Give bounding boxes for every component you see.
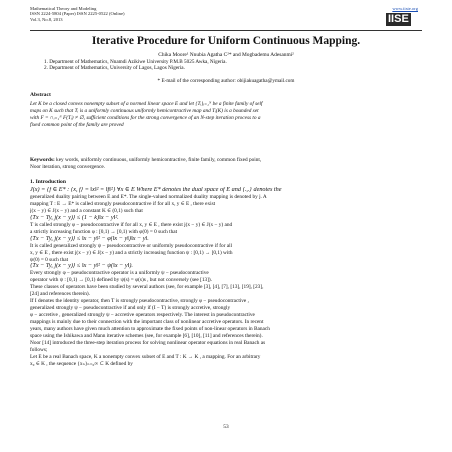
body-line: operator with ψ : [0,1) → [0,1) defined by ψ(s) = φ(s)s , but not conversely (see [13]).: [30, 277, 212, 284]
body-line: generalized duality pairing between E and E*. The single-valued normalized duality mapping is denoted by j. A: [30, 193, 267, 200]
keywords-label: Keywords:: [30, 157, 55, 163]
body-line: [24] and references therein).: [30, 291, 90, 298]
body-line: x₀ ∈ K , the sequence {xₙ}ₙ₌₀∞ ⊂ K defined by: [30, 360, 133, 367]
section-heading: 1. Introduction: [30, 179, 66, 185]
introduction-body: [30, 187, 422, 368]
body-line: Noor [14] introduced the three-step iteration process for solving nonlinear operator equations in real Banach as: [30, 339, 266, 346]
abstract-line: Let K be a closed convex nonempty subset of a normed linear space E and let {Tᵢ}ᵢ₌₁ᴺ be a finite family of self: [30, 101, 263, 107]
affiliations: [44, 59, 227, 72]
authors: Chika Moore¹ Nnubia Agatha C²* and Mogbademu Adesanmi²: [158, 52, 294, 58]
header-rule: [30, 30, 422, 31]
equation-strongly-pseudo: ⟨Tx − Ty, j(x − y)⟩ ≤ (1 − k)‖x − y‖².: [30, 214, 119, 221]
abstract-body: [30, 101, 422, 129]
journal-volume: Vol.3, No.8, 2013: [30, 16, 63, 22]
corresponding-email: * E-mail of the corresponding author: obijiakuagatha@ymail.com: [157, 78, 295, 84]
body-line: j(x − y) ∈ J(x − y) and a constant K ∈ (0,1) such that: [30, 207, 143, 214]
affiliation-2: 2. Department of Mathematics, University of Lagos, Lagos Nigeria.: [44, 65, 185, 72]
equation-psi-pseudo: ⟨Tx − Ty, j(x − y)⟩ ≤ ‖x − y‖² − ψ(‖x − y‖).: [30, 263, 133, 270]
body-line: a strictly increasing function φ : [0,1) → [0,1) with φ(0) = 0 such that: [30, 228, 178, 235]
abstract-line: maps on K such that Tᵢ is a uniformly continuous uniformly hemicontractive map and Tᵢ(K) is a bounded set: [30, 108, 259, 114]
journal-logo: [386, 13, 420, 26]
journal-logo-text: IISE: [388, 13, 409, 25]
body-line: φ − accretive , generalized strongly ψ − accretive operators respectively. The interest in pseudocontractive: [30, 312, 255, 319]
journal-issn: ISSN 2224-5804 (Paper) ISSN 2225-0522 (Online): [30, 11, 125, 17]
equation-phi-pseudo: ⟨Tx − Ty, j(x − y)⟩ ≤ ‖x − y‖² − φ(‖x − y‖)‖x − y‖.: [30, 235, 149, 242]
keywords-text: key words, uniformly continuous, uniformly hemicontractive, finite family, common fixed point,: [54, 157, 262, 163]
body-line: ψ(0) = 0 such that: [30, 256, 69, 263]
paper-title: Iterative Procedure for Uniform Continuous Mapping.: [91, 35, 361, 47]
equation-duality-map: J(x) = {f ∈ E* : ⟨x, f⟩ = ‖x‖² = ‖f‖²} ∀x ∈ E Where E* denotes the dual space of E and ⟨.,.⟩ denotes the: [30, 187, 282, 193]
body-line: years, many authors have given much attention to approximate the fixed points of non-linear operators in Banach: [30, 326, 270, 333]
keywords-line-2: Noor iteration, strong convergence.: [30, 163, 106, 170]
journal-website-link[interactable]: www.iiste.org: [392, 6, 418, 11]
body-line: If I denotes the identity operator, then T is strongly pseudocontractive, strongly φ − pseudocontractive ,: [30, 298, 249, 305]
abstract-line: fixed common point of the family are proved: [30, 122, 124, 128]
body-line: mapping T : E → E* is called strongly pseudocontractive if for all x, y ∈ E , there exist: [30, 200, 216, 207]
body-line: space using the Ishikawa and Mann iterative schemes (see, for example [6], [10], [11] and references therein).: [30, 333, 263, 340]
body-line: These classes of operators have been studied by several authors (see, for example [3], [4], [7], [13], [19], [23],: [30, 284, 264, 291]
body-line: generalized strongly ψ − pseudocontractive if and only if (I − T) is strongly accretive, strongly: [30, 305, 231, 312]
body-line: follows;: [30, 346, 48, 353]
body-line: Every strongly φ − pseudocontractive operator is a uniformly ψ − pseudocontractive: [30, 270, 209, 277]
body-line: Let E be a real Banach space, K a nonempty convex subset of E and T : K → K , a mapping. For an arbitrary: [30, 353, 261, 360]
page-number: 53: [223, 424, 229, 430]
journal-info: [30, 6, 125, 22]
affiliation-1: 1. Department of Mathematics, Nnamdi Azikiwe University P.M.B 5025 Awka, Nigeria.: [44, 59, 227, 65]
abstract-line: with F = ∩ᵢ₌₁ᴺ F(Tᵢ) ≠ ∅, sufficient conditions for the strong convergence of an N-step iteration process to a: [30, 115, 261, 121]
keywords-line-1: [30, 157, 422, 164]
body-line: T is called strongly φ − pseudocontractive if for all x, y ∈ E , there exist j(x − y) ∈ J(x − y) and: [30, 221, 233, 228]
body-line: It is called generalized strongly ψ − pseudocontractive or uniformly pseudocontractive if for all: [30, 242, 233, 249]
journal-name: Mathematical Theory and Modeling: [30, 6, 97, 11]
abstract-heading: Abstract: [30, 92, 51, 98]
keywords: [30, 157, 422, 170]
body-line: x, y ∈ E , there exist j(x − y) ∈ J(x − y) and a strictly increasing function ψ : [0,1) → [0,1) with: [30, 249, 233, 256]
body-line: mappings is mainly due to their connection with the important class of nonlinear accretive operators. In recent: [30, 319, 264, 326]
